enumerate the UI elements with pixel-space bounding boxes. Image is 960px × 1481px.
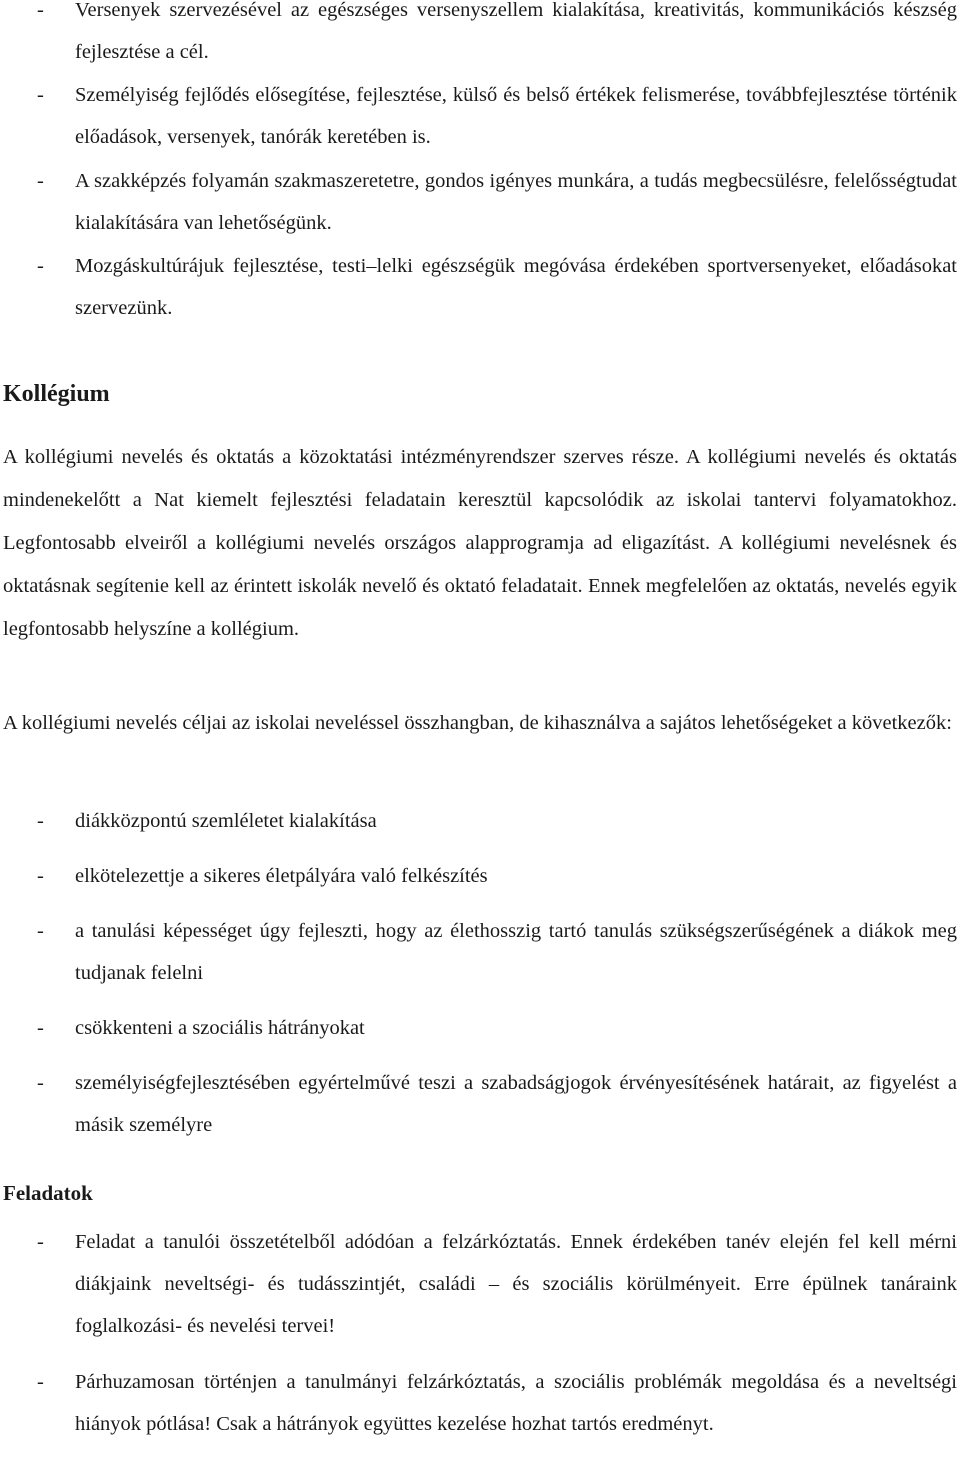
- list-item-text: Párhuzamosan történjen a tanulmányi felzárkóztatás, a szociális problémák megoldása és a neveltségi hiányok pótlása! Csak a hátrányok együttes kezelése hozhat tartós eredményt.: [75, 1371, 957, 1435]
- list-item-text: Személyiség fejlődés elősegítése, fejlesztése, külső és belső értékek felismerése, továbbfejlesztése történik előadások, versenyek, tanórák keretében is.: [75, 84, 957, 148]
- section-heading-kollegium: Kollégium: [3, 381, 110, 407]
- paragraph: A kollégiumi nevelés és oktatás a közoktatási intézményrendszer szerves része. A kollégiumi nevelés és oktatás mindenekelőtt a Nat kiemelt fejlesztési feladatain keresztül kapcsolódik az iskolai tantervi folyamatokhoz. Legfontosabb elveiről a kollégiumi nevelés országos alapprogramja ad eligazítást. A kollégiumi nevelésnek és oktatásnak segítenie kell az érintett iskolák nevelő és oktató feladatait. Ennek megfelelően az oktatás, nevelés egyik legfontosabb helyszíne a kollégium.: [3, 446, 957, 640]
- list-item-text: elkötelezettje a sikeres életpályára való felkészítés: [75, 865, 488, 887]
- list-bullet: -: [37, 1072, 44, 1094]
- list-item-text: diákközpontú szemléletet kialakítása: [75, 810, 377, 832]
- list-item-text: személyiségfejlesztésében egyértelművé teszi a szabadságjogok érvényesítésének határait, az figyelést a másik személyre: [75, 1072, 957, 1136]
- list-item-text: csökkenteni a szociális hátrányokat: [75, 1017, 365, 1039]
- list-bullet: -: [37, 255, 44, 277]
- list-bullet: -: [37, 810, 44, 832]
- list-bullet: -: [37, 1371, 44, 1393]
- list-item-text: Feladat a tanulói összetételből adódóan a felzárkóztatás. Ennek érdekében tanév elején fel kell mérni diákjaink neveltségi- és tudásszintjét, családi – és szociális körülményeit. Erre épülnek tanáraink foglalkozási- és nevelési tervei!: [75, 1231, 957, 1337]
- list-bullet: -: [37, 170, 44, 192]
- list-bullet: -: [37, 84, 44, 106]
- list-item-text: Mozgáskultúrájuk fejlesztése, testi–lelki egészségük megóvása érdekében sportversenyeket, előadásokat szervezünk.: [75, 255, 957, 319]
- list-bullet: -: [37, 865, 44, 887]
- section-heading-feladatok: Feladatok: [3, 1181, 93, 1205]
- list-bullet: -: [37, 920, 44, 942]
- paragraph: A kollégiumi nevelés céljai az iskolai neveléssel összhangban, de kihasználva a sajátos lehetőségeket a következők:: [3, 712, 952, 734]
- list-bullet: -: [37, 1231, 44, 1253]
- list-item-text: a tanulási képességet úgy fejleszti, hogy az élethosszig tartó tanulás szükségszerűségének a diákok meg tudjanak felelni: [75, 920, 957, 984]
- list-item-text: Versenyek szervezésével az egészséges versenyszellem kialakítása, kreativitás, kommunikációs készség fejlesztése a cél.: [75, 0, 957, 63]
- list-item-text: A szakképzés folyamán szakmaszeretetre, gondos igényes munkára, a tudás megbecsülésre, felelősségtudat kialakítására van lehetőségünk.: [75, 170, 957, 234]
- list-bullet: -: [37, 1017, 44, 1039]
- list-bullet: -: [37, 0, 44, 21]
